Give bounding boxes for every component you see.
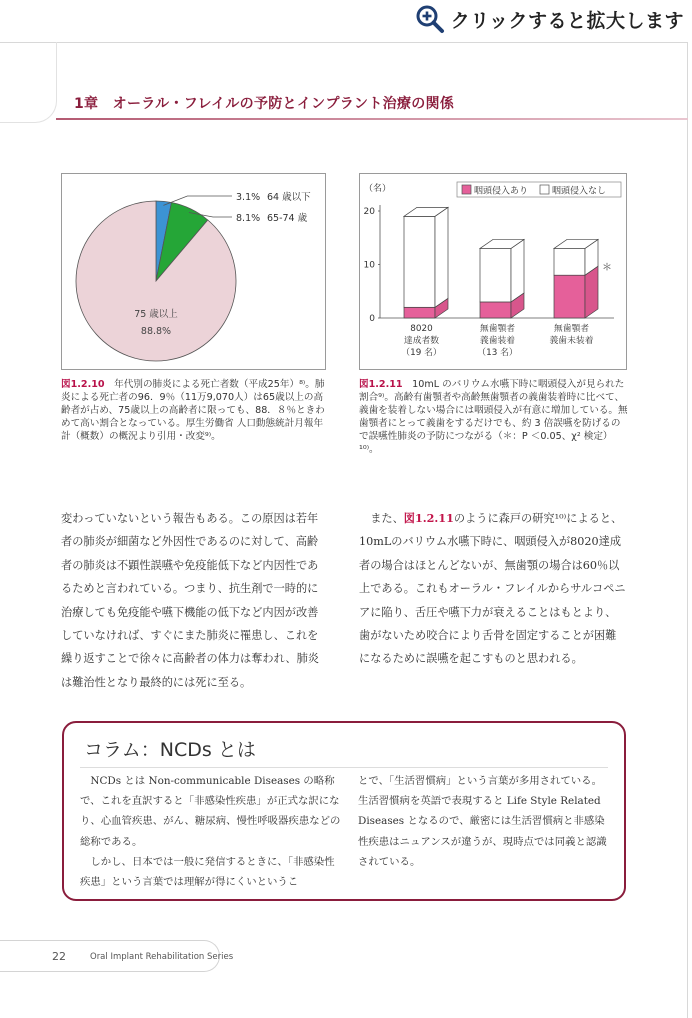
zoom-label: クリックすると拡大します	[450, 9, 684, 32]
pie-label-pct-2: 88.8%	[140, 326, 172, 337]
pie-caption	[61, 378, 329, 443]
top-bar	[0, 0, 692, 40]
bar-category-2-0: 無歯顎者	[553, 324, 590, 334]
bar-caption-text: 10mL のバリウム水嚥下時に咽頭侵入が見られた割合⁹⁾。高齢有歯顎者や高齢無歯顎者の義歯装着時に比べて、義歯を装着しない場合には咽頭侵入が有意に増加している。無歯顎者にとって義歯をするだけでも、約 3 倍誤嚥を防げるので誤嚥性肺炎の予防につながる（＊：P ＜0.05、χ² 検定）¹⁰⁾。	[359, 379, 628, 455]
pie-caption-text: 年代別の肺炎による死亡者数（平成25年）⁸⁾。肺炎による死亡者の96．9％（11万9,070人）は65歳以上の高齢者が占め、75歳以上の高齢者に限っても、88．８％ときわめて高い割合となっている。厚生労働省 人口動態統計月報年計（概数）の概況より引用・改変⁹⁾。	[61, 379, 325, 442]
bar-category-0-0: 8020	[410, 324, 433, 334]
bar-caption-label: 図1.2.11	[359, 379, 403, 390]
column-text-right: とで、「生活習慣病」という言葉が多用されている。生活習慣病を英語で表現すると Life Style Related Diseases となるので、厳密には生活習慣病と非感染性疾患はニュアンスが違うが、現時点では同義と認識されている。	[358, 775, 607, 868]
bar-white-side-0	[435, 207, 448, 307]
page-number: 22	[52, 950, 66, 963]
chapter-rule	[56, 118, 688, 120]
bar-legend-label-0: 咽頭侵入あり	[474, 186, 529, 197]
column-title: コラム：NCDs とは	[84, 739, 256, 761]
pie-label-name-2: 75 歳以上	[134, 309, 178, 320]
zoom-in-icon	[415, 4, 445, 34]
pie-label-pct-0: 3.1%	[236, 192, 261, 203]
bar-caption	[359, 378, 629, 456]
body-text-left: 変わっていないという報告もある。この原因は若年者の肺炎が細菌など外因性であるのに対して、高齢者の肺炎は不顕性誤嚥や免疫能低下など内因性であるためと言われている。つまり、抗生剤で一時的に治療しても免疫能や嚥下機能の低下など内因が改善していなければ、すぐにまた肺炎に罹患し、これを繰り返すことで徐々に高齢者の体力は奪われ、肺炎は難治性となり最終的には死に至る。	[61, 512, 319, 689]
body-right-start: また、	[359, 512, 404, 525]
pie-slice-2	[76, 201, 236, 361]
bar-category-2-1: 義歯未装着	[549, 336, 594, 346]
bar-y-tick-2: 0	[369, 314, 375, 324]
column-box	[62, 721, 626, 901]
bar-y-label: （名）	[364, 184, 392, 194]
body-text-right	[359, 507, 627, 671]
column-text-left: NCDs とは Non-communicable Diseases の略称で、これを直訳すると「非感染性疾患」が正式な訳になり、心血管疾患、がん、糖尿病、慢性呼吸器疾患などの総称である。 しかし、日本では一般に発信するときに、「非感染性疾患」という言葉では理解が得にくいというこ	[80, 775, 341, 889]
bar-white-front-0	[404, 216, 435, 307]
bar-pink-front-1	[480, 302, 511, 318]
bar-category-1-1: 義歯装着	[479, 336, 516, 346]
body-right-rest: のように森戸の研究¹⁰⁾によると、10mLのバリウム水嚥下時に、咽頭侵入が8020達成者の場合はほとんどないが、無歯顎の場合は60％以上である。これもオーラル・フレイルからサルコペニアに陥り、舌圧や嚥下力が衰えることはもとより、歯がないため咬合により舌骨を固定することが困難になるために誤嚥を起こすものと思われる。	[359, 512, 626, 666]
bar-y-tick-1: 10	[363, 260, 375, 271]
pie-chart	[62, 174, 325, 369]
pie-label-name-1: 65-74 歳	[267, 213, 308, 224]
bar-figure	[359, 173, 627, 370]
bar-y-tick-0: 20	[363, 207, 375, 217]
bar-white-front-1	[480, 248, 511, 302]
chapter-title: 1章 オーラル・フレイルの予防とインプラント治療の関係	[74, 96, 455, 112]
bar-pink-front-2	[554, 275, 585, 318]
bar-legend-swatch-0	[462, 185, 471, 194]
bar-category-0-2: （19 名）	[401, 348, 442, 358]
pie-figure	[61, 173, 326, 370]
pie-label-pct-1: 8.1%	[236, 213, 261, 224]
pie-label-name-0: 64 歳以下	[267, 192, 311, 203]
bar-pink-front-0	[404, 307, 435, 318]
series-title: Oral Implant Rehabilitation Series	[90, 952, 234, 962]
bar-category-0-1: 達成者数	[403, 336, 440, 346]
bar-chart	[360, 174, 626, 369]
zoom-button[interactable]	[415, 4, 684, 34]
bar-white-front-2	[554, 248, 585, 275]
page-side-tab	[0, 42, 57, 123]
figure-ref-link[interactable]: 図1.2.11	[403, 511, 454, 525]
bar-significance-mark: ＊	[602, 262, 612, 274]
bar-legend-swatch-1	[540, 185, 549, 194]
bar-white-side-1	[511, 239, 524, 302]
bar-category-1-2: （13 名）	[477, 348, 518, 358]
column-rule	[80, 767, 608, 768]
pie-caption-label: 図1.2.10	[61, 379, 105, 390]
bar-category-1-0: 無歯顎者	[479, 324, 516, 334]
bar-legend-label-1: 咽頭侵入なし	[552, 186, 607, 197]
